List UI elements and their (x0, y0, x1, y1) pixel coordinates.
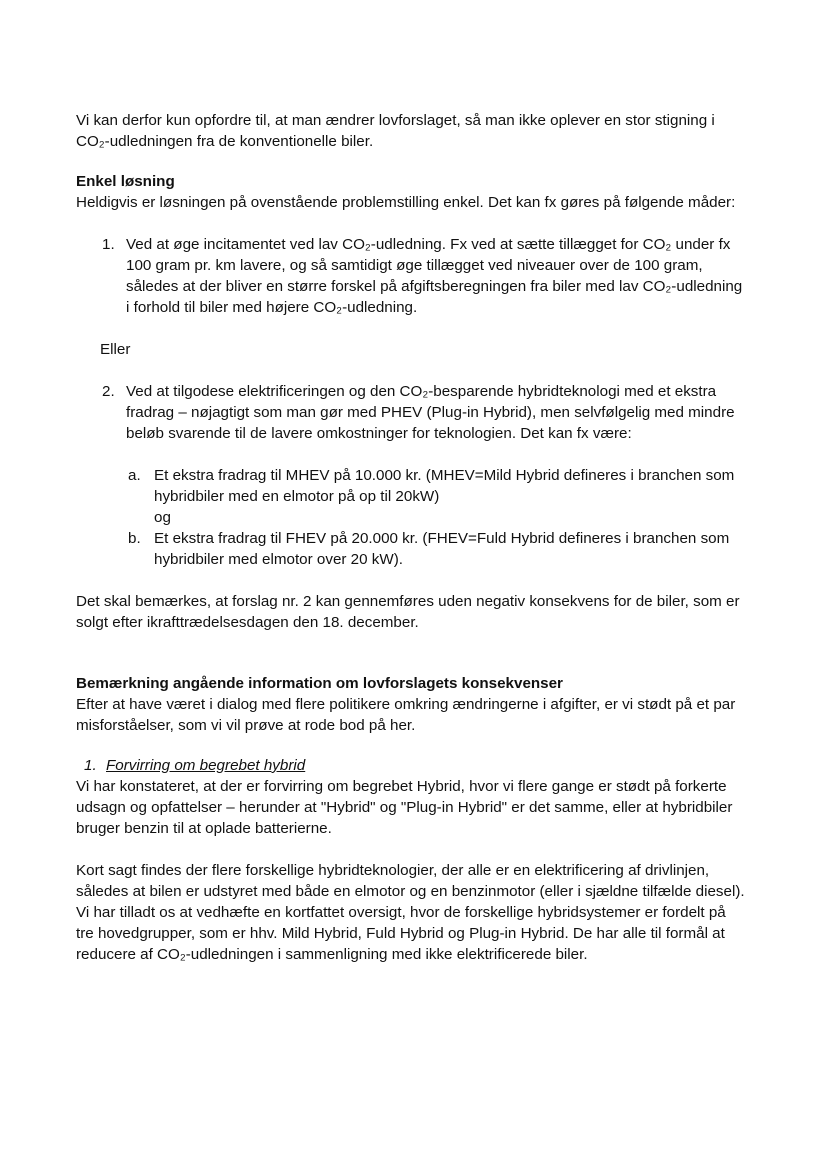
sub-item-b (76, 528, 746, 570)
list-item-1-text: Ved at øge incitamentet ved lav CO₂-udledning. Fx ved at sætte tillægget for CO₂ under fx 100 gram pr. km lavere, og så samtidigt øge tillægget ved niveauer over de 100 gram, således at der bliver en større forskel på afgiftsberegningen fra biler med lav CO₂-udledning i forhold til biler med højere CO₂-udledning. (126, 236, 743, 316)
sub-label: a. (128, 467, 141, 484)
section2-para1: Vi har konstateret, at der er forvirring om begrebet Hybrid, hvor vi flere gange er stødt på forkerte udsagn og opfattelser – herunder at "Hybrid" og "Plug-in Hybrid" er det samme, eller at hybridbiler bruger benzin til at oplade batterierne. (76, 778, 733, 837)
list-item-2-text: Ved at tilgodese elektrificeringen og den CO₂-besparende hybridteknologi med et ekstra fradrag – nøjagtigt som man gør med PHEV (Plug-in Hybrid), men selvfølgelig med mindre beløb svarende til de lavere omkostninger for teknologien. Det kan fx være: (126, 383, 735, 442)
list-item-1 (76, 234, 746, 318)
subsection-title: Forvirring om begrebet hybrid (106, 757, 306, 774)
subsection-number: 1. (84, 757, 97, 774)
list-number: 1. (102, 236, 115, 253)
section-heading-bemaerkning: Bemærkning angående information om lovforslagets konsekvenser (76, 675, 563, 692)
section1-lead: Heldigvis er løsningen på ovenstående problemstilling enkel. Det kan fx gøres på følgende måder: (76, 194, 736, 211)
eller-text: Eller (100, 341, 131, 358)
document-body (76, 110, 746, 965)
sub-item-a-text: Et ekstra fradrag til MHEV på 10.000 kr. (MHEV=Mild Hybrid defineres i branchen som hybridbiler med en elmotor på op til 20kW) (154, 467, 735, 505)
sub-label: b. (128, 530, 141, 547)
sub-item-a (76, 465, 746, 507)
section2-para2: Kort sagt findes der flere forskellige hybridteknologier, der alle er en elektrificering af drivlinjen, således at bilen er udstyret med både en elmotor og en benzinmotor (eller i sjældne tilfælde diesel). Vi har tilladt os at vedhæfte en kortfattet oversigt, hvor de forskellige hybridsystemer er fordelt på tre hovedgrupper, som er hhv. Mild Hybrid, Fuld Hybrid og Plug-in Hybrid. De har alle til formål at reducere af CO₂-udledningen i sammenligning med ikke elektrificerede biler. (76, 862, 745, 963)
list-number: 2. (102, 383, 115, 400)
section1-closing: Det skal bemærkes, at forslag nr. 2 kan gennemføres uden negativ konsekvens for de biler, som er solgt efter ikrafttrædelsesdagen den 18. december. (76, 593, 740, 631)
intro-paragraph: Vi kan derfor kun opfordre til, at man ændrer lovforslaget, så man ikke oplever en stor stigning i CO₂-udledningen fra de konventionelle biler. (76, 112, 715, 150)
section-heading-enkel-losning: Enkel løsning (76, 173, 175, 190)
sub-item-b-text: Et ekstra fradrag til FHEV på 20.000 kr. (FHEV=Fuld Hybrid defineres i branchen som hybridbiler med elmotor over 20 kW). (154, 530, 730, 568)
list-item-2 (76, 381, 746, 444)
og-text: og (154, 509, 171, 526)
subsection-heading (76, 755, 746, 776)
section2-lead: Efter at have været i dialog med flere politikere omkring ændringerne i afgifter, er vi stødt på et par misforståelser, som vi vil prøve at rode bod på her. (76, 696, 736, 734)
